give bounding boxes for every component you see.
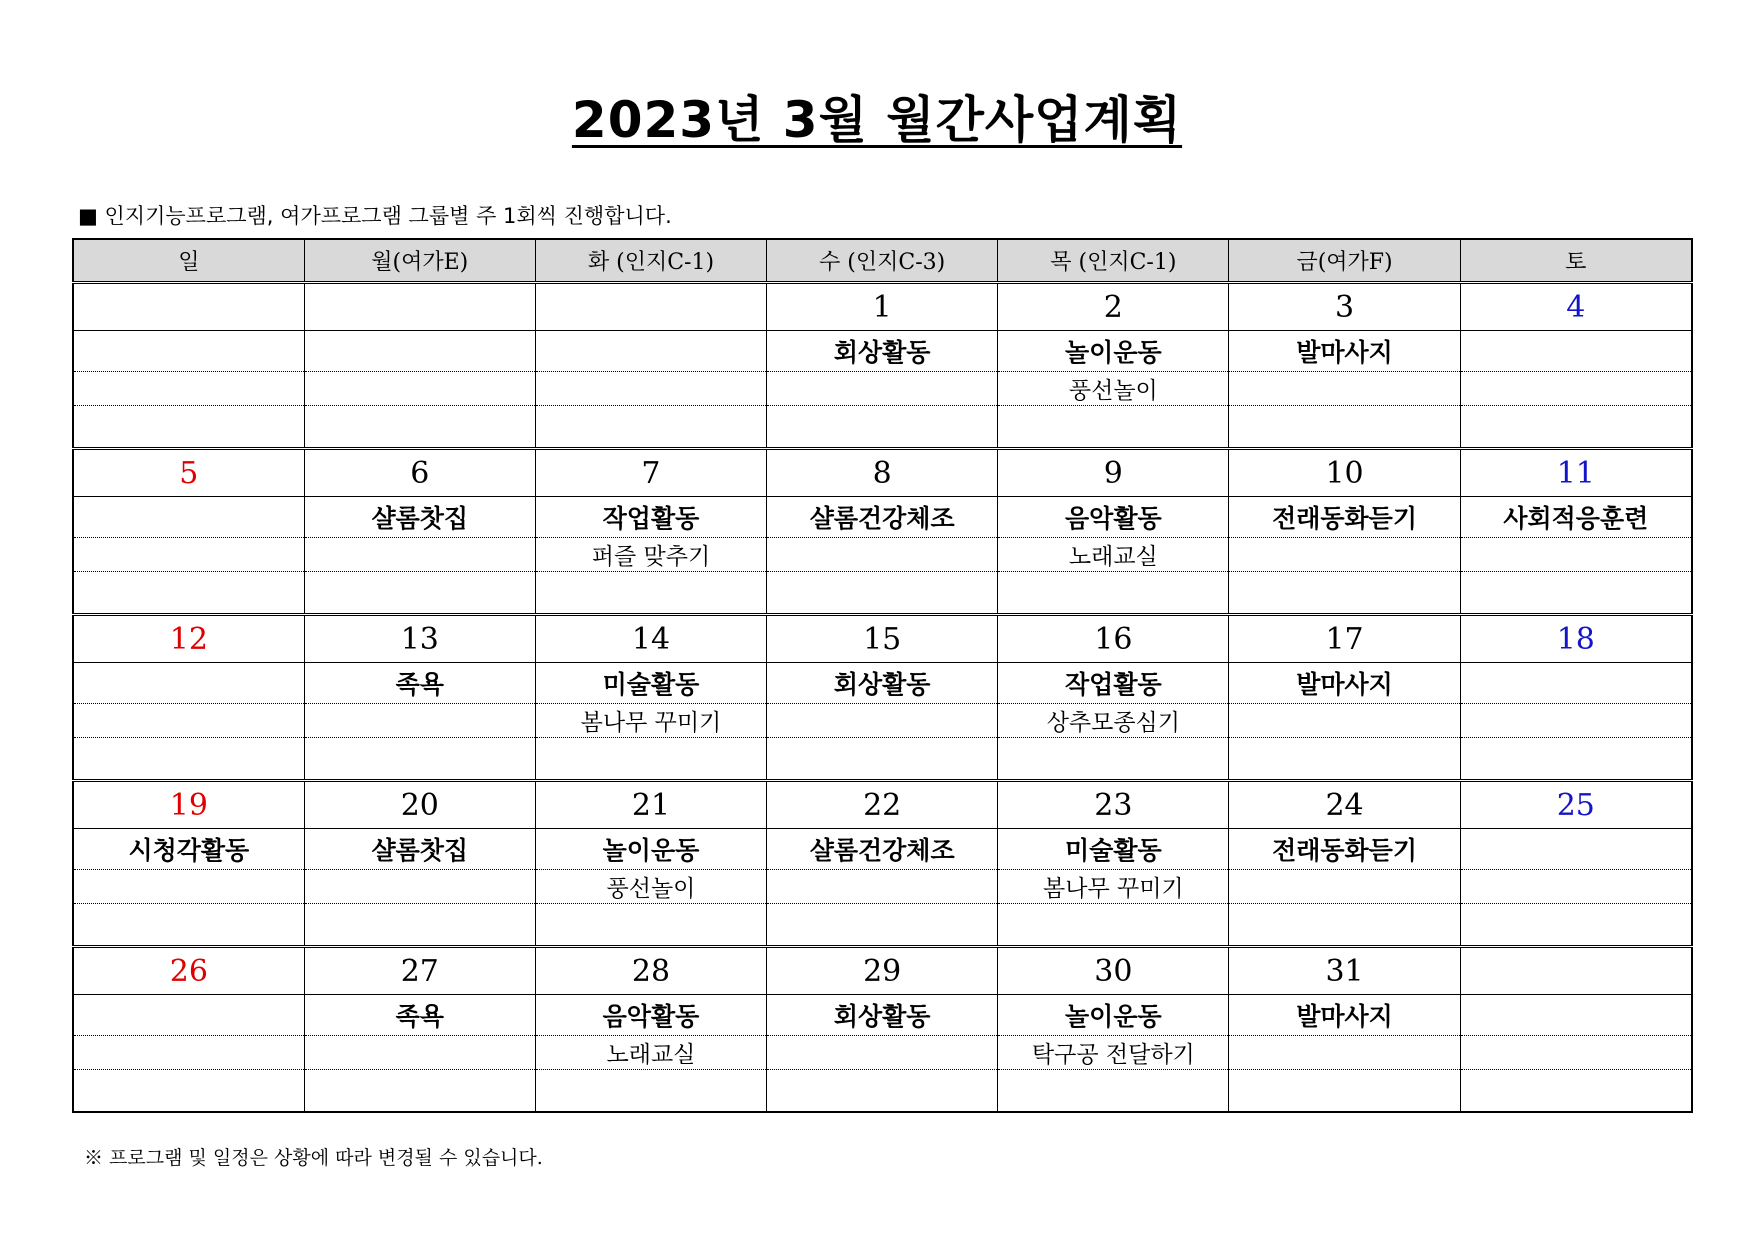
week-1-blank-row	[73, 406, 1692, 449]
activity-cell-wed: 회상활동	[767, 663, 998, 704]
activity-cell-fri: 발마사지	[1229, 995, 1460, 1036]
detail-cell-tue: 퍼즐 맞추기	[535, 538, 766, 572]
blank-cell	[767, 572, 998, 615]
date-cell-thu: 30	[998, 947, 1229, 995]
activity-cell-sun	[73, 497, 304, 538]
monthly-calendar	[72, 238, 1693, 1113]
date-cell-sat: 4	[1460, 283, 1692, 331]
header-friday: 금(여가F)	[1229, 239, 1460, 283]
activity-cell-sun	[73, 331, 304, 372]
date-cell-tue	[535, 283, 766, 331]
detail-cell-wed	[767, 538, 998, 572]
blank-cell	[535, 904, 766, 947]
date-cell-sun: 19	[73, 781, 304, 829]
detail-cell-wed	[767, 870, 998, 904]
date-cell-sat: 18	[1460, 615, 1692, 663]
blank-cell	[1460, 572, 1692, 615]
detail-cell-thu: 풍선놀이	[998, 372, 1229, 406]
activity-cell-thu: 미술활동	[998, 829, 1229, 870]
blank-cell	[998, 738, 1229, 781]
week-5-detail-row	[73, 1036, 1692, 1070]
week-3-blank-row	[73, 738, 1692, 781]
detail-cell-wed	[767, 372, 998, 406]
blank-cell	[998, 1070, 1229, 1113]
detail-cell-mon	[304, 704, 535, 738]
date-cell-wed: 29	[767, 947, 998, 995]
blank-cell	[304, 572, 535, 615]
detail-cell-sun	[73, 870, 304, 904]
week-4-detail-row	[73, 870, 1692, 904]
week-5-activity-row	[73, 995, 1692, 1036]
blank-cell	[998, 572, 1229, 615]
date-cell-tue: 28	[535, 947, 766, 995]
detail-cell-fri	[1229, 704, 1460, 738]
activity-cell-tue: 놀이운동	[535, 829, 766, 870]
date-cell-sun	[73, 283, 304, 331]
date-cell-thu: 9	[998, 449, 1229, 497]
detail-cell-mon	[304, 372, 535, 406]
detail-cell-fri	[1229, 1036, 1460, 1070]
blank-cell	[1229, 406, 1460, 449]
activity-cell-thu: 놀이운동	[998, 995, 1229, 1036]
activity-cell-sun	[73, 663, 304, 704]
activity-cell-fri: 전래동화듣기	[1229, 497, 1460, 538]
date-cell-wed: 22	[767, 781, 998, 829]
detail-cell-sun	[73, 1036, 304, 1070]
blank-cell	[1229, 738, 1460, 781]
footnote: ※ 프로그램 및 일정은 상황에 따라 변경될 수 있습니다.	[84, 1147, 543, 1169]
blank-cell	[1460, 1070, 1692, 1113]
week-1-date-row	[73, 283, 1692, 331]
date-cell-sat: 11	[1460, 449, 1692, 497]
program-note: ■ 인지기능프로그램, 여가프로그램 그룹별 주 1회씩 진행합니다.	[78, 204, 672, 228]
date-cell-mon	[304, 283, 535, 331]
activity-cell-tue	[535, 331, 766, 372]
activity-cell-thu: 놀이운동	[998, 331, 1229, 372]
detail-cell-sun	[73, 372, 304, 406]
detail-cell-tue: 봄나무 꾸미기	[535, 704, 766, 738]
activity-cell-thu: 음악활동	[998, 497, 1229, 538]
detail-cell-thu: 상추모종심기	[998, 704, 1229, 738]
detail-cell-sat	[1460, 704, 1692, 738]
week-5-date-row	[73, 947, 1692, 995]
weekday-header-row	[73, 239, 1692, 283]
blank-cell	[535, 1070, 766, 1113]
activity-cell-tue: 미술활동	[535, 663, 766, 704]
date-cell-fri: 31	[1229, 947, 1460, 995]
activity-cell-tue: 음악활동	[535, 995, 766, 1036]
detail-cell-thu: 노래교실	[998, 538, 1229, 572]
week-4-activity-row	[73, 829, 1692, 870]
activity-cell-sun	[73, 995, 304, 1036]
page-title-wrap	[0, 80, 1754, 152]
blank-cell	[304, 406, 535, 449]
blank-cell	[767, 406, 998, 449]
header-tuesday: 화 (인지C-1)	[535, 239, 766, 283]
date-cell-mon: 6	[304, 449, 535, 497]
blank-cell	[1460, 904, 1692, 947]
blank-cell	[1460, 406, 1692, 449]
activity-cell-sat	[1460, 331, 1692, 372]
detail-cell-sat	[1460, 372, 1692, 406]
date-cell-sun: 26	[73, 947, 304, 995]
blank-cell	[1460, 738, 1692, 781]
detail-cell-sun	[73, 704, 304, 738]
detail-cell-fri	[1229, 538, 1460, 572]
date-cell-fri: 17	[1229, 615, 1460, 663]
blank-cell	[73, 904, 304, 947]
week-1-activity-row	[73, 331, 1692, 372]
date-cell-mon: 27	[304, 947, 535, 995]
date-cell-tue: 14	[535, 615, 766, 663]
header-sunday: 일	[73, 239, 304, 283]
date-cell-sun: 5	[73, 449, 304, 497]
blank-cell	[767, 738, 998, 781]
activity-cell-sat: 사회적응훈련	[1460, 497, 1692, 538]
date-cell-fri: 10	[1229, 449, 1460, 497]
detail-cell-fri	[1229, 372, 1460, 406]
activity-cell-wed: 회상활동	[767, 331, 998, 372]
activity-cell-wed: 샬롬건강체조	[767, 829, 998, 870]
header-thursday: 목 (인지C-1)	[998, 239, 1229, 283]
date-cell-thu: 16	[998, 615, 1229, 663]
header-wednesday: 수 (인지C-3)	[767, 239, 998, 283]
detail-cell-sun	[73, 538, 304, 572]
date-cell-tue: 7	[535, 449, 766, 497]
blank-cell	[767, 1070, 998, 1113]
date-cell-thu: 2	[998, 283, 1229, 331]
blank-cell	[998, 406, 1229, 449]
detail-cell-tue: 풍선놀이	[535, 870, 766, 904]
week-2-activity-row	[73, 497, 1692, 538]
detail-cell-wed	[767, 704, 998, 738]
detail-cell-tue	[535, 372, 766, 406]
activity-cell-sun: 시청각활동	[73, 829, 304, 870]
week-3-date-row	[73, 615, 1692, 663]
activity-cell-fri: 발마사지	[1229, 331, 1460, 372]
blank-cell	[998, 904, 1229, 947]
header-saturday: 토	[1460, 239, 1692, 283]
detail-cell-tue: 노래교실	[535, 1036, 766, 1070]
detail-cell-thu: 봄나무 꾸미기	[998, 870, 1229, 904]
blank-cell	[73, 406, 304, 449]
blank-cell	[73, 572, 304, 615]
activity-cell-mon	[304, 331, 535, 372]
header-monday: 월(여가E)	[304, 239, 535, 283]
detail-cell-mon	[304, 870, 535, 904]
blank-cell	[73, 1070, 304, 1113]
activity-cell-mon: 족욕	[304, 995, 535, 1036]
blank-cell	[1229, 572, 1460, 615]
date-cell-mon: 20	[304, 781, 535, 829]
week-3-detail-row	[73, 704, 1692, 738]
detail-cell-thu: 탁구공 전달하기	[998, 1036, 1229, 1070]
activity-cell-sat	[1460, 995, 1692, 1036]
date-cell-wed: 1	[767, 283, 998, 331]
activity-cell-wed: 샬롬건강체조	[767, 497, 998, 538]
week-2-date-row	[73, 449, 1692, 497]
week-2-blank-row	[73, 572, 1692, 615]
week-3-activity-row	[73, 663, 1692, 704]
blank-cell	[535, 572, 766, 615]
blank-cell	[304, 1070, 535, 1113]
activity-cell-fri: 전래동화듣기	[1229, 829, 1460, 870]
blank-cell	[304, 738, 535, 781]
detail-cell-sat	[1460, 870, 1692, 904]
activity-cell-fri: 발마사지	[1229, 663, 1460, 704]
week-1-detail-row	[73, 372, 1692, 406]
date-cell-fri: 24	[1229, 781, 1460, 829]
calendar-body	[73, 283, 1692, 1113]
activity-cell-tue: 작업활동	[535, 497, 766, 538]
detail-cell-mon	[304, 538, 535, 572]
blank-cell	[535, 738, 766, 781]
date-cell-fri: 3	[1229, 283, 1460, 331]
date-cell-mon: 13	[304, 615, 535, 663]
blank-cell	[535, 406, 766, 449]
date-cell-sun: 12	[73, 615, 304, 663]
blank-cell	[304, 904, 535, 947]
detail-cell-mon	[304, 1036, 535, 1070]
page-title: 2023년 3월 월간사업계획	[571, 91, 1183, 149]
date-cell-tue: 21	[535, 781, 766, 829]
date-cell-wed: 8	[767, 449, 998, 497]
week-2-detail-row	[73, 538, 1692, 572]
activity-cell-mon: 샬롬찻집	[304, 497, 535, 538]
date-cell-sat	[1460, 947, 1692, 995]
date-cell-sat: 25	[1460, 781, 1692, 829]
activity-cell-thu: 작업활동	[998, 663, 1229, 704]
week-4-blank-row	[73, 904, 1692, 947]
activity-cell-sat	[1460, 663, 1692, 704]
detail-cell-sat	[1460, 538, 1692, 572]
blank-cell	[73, 738, 304, 781]
detail-cell-fri	[1229, 870, 1460, 904]
activity-cell-mon: 샬롬찻집	[304, 829, 535, 870]
detail-cell-sat	[1460, 1036, 1692, 1070]
date-cell-thu: 23	[998, 781, 1229, 829]
blank-cell	[767, 904, 998, 947]
activity-cell-mon: 족욕	[304, 663, 535, 704]
blank-cell	[1229, 1070, 1460, 1113]
activity-cell-sat	[1460, 829, 1692, 870]
detail-cell-wed	[767, 1036, 998, 1070]
week-4-date-row	[73, 781, 1692, 829]
activity-cell-wed: 회상활동	[767, 995, 998, 1036]
week-5-blank-row	[73, 1070, 1692, 1113]
blank-cell	[1229, 904, 1460, 947]
date-cell-wed: 15	[767, 615, 998, 663]
